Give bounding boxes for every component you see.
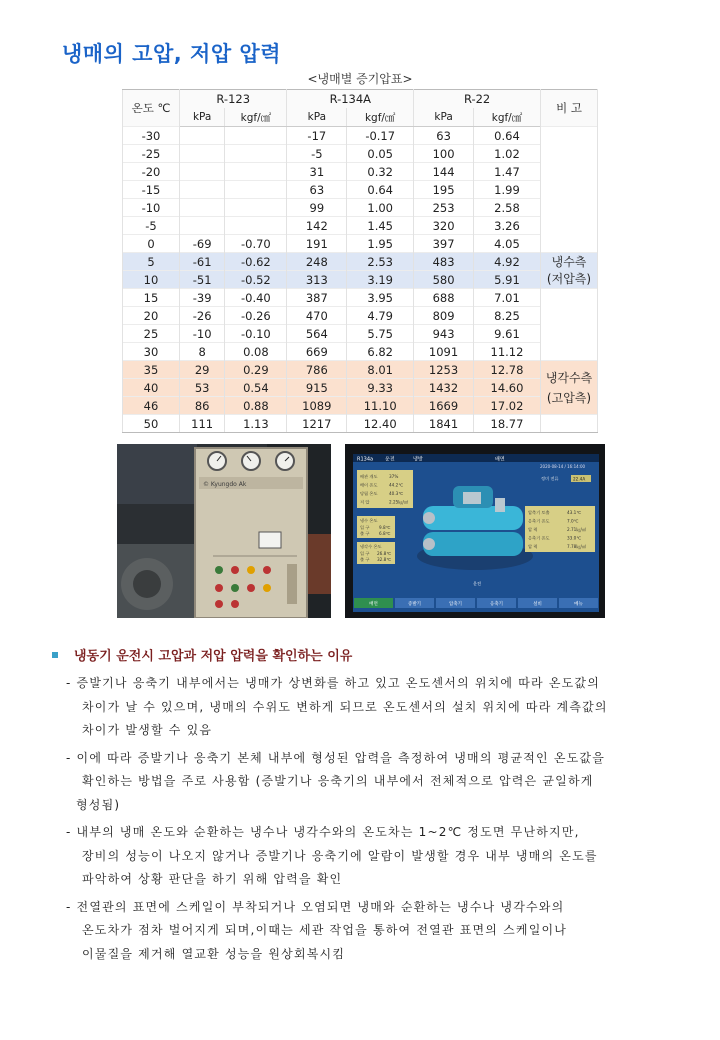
- cooling-water-in-value: 26.8℃: [377, 551, 392, 556]
- pressure-cell: -0.17: [347, 127, 414, 145]
- pressure-cell: 195: [414, 181, 474, 199]
- temperature-cell: 50: [123, 415, 180, 433]
- table-row: [123, 181, 598, 199]
- pressure-cell: 31: [287, 163, 347, 181]
- temperature-cell: -10: [123, 199, 180, 217]
- screen-tab-cool: 냉방: [413, 456, 423, 463]
- pressure-cell: 1841: [414, 415, 474, 433]
- unit-header: kPa: [287, 108, 347, 127]
- pressure-cell: 1.02: [473, 145, 540, 163]
- table-row: [123, 199, 598, 217]
- screen-right-label: 응축기 온도: [528, 518, 550, 524]
- pressure-cell: 2.58: [473, 199, 540, 217]
- screen-stat-label: 저 압: [360, 499, 370, 505]
- pressure-cell: 17.02: [473, 397, 540, 415]
- cooling-water-title: 냉각수 온도: [360, 544, 382, 549]
- temperature-cell: -15: [123, 181, 180, 199]
- cooling-water-out-label: 출 구: [360, 557, 370, 562]
- screen-load-value: 22.4A: [573, 476, 586, 482]
- control-panel-illustration: [117, 444, 331, 618]
- pressure-cell: 111: [180, 415, 225, 433]
- pressure-cell: 2.53: [347, 253, 414, 271]
- screen-right-value: 7.78㎏/㎠: [567, 544, 587, 549]
- pressure-cell: 5.75: [347, 325, 414, 343]
- pressure-cell: -0.62: [225, 253, 287, 271]
- paragraph-line: 파악하여 상황 판단을 하기 위해 압력을 확인: [82, 872, 343, 886]
- pressure-cell: 0.64: [347, 181, 414, 199]
- temperature-cell: 0: [123, 235, 180, 253]
- pressure-cell: 248: [287, 253, 347, 271]
- table-row: [123, 379, 598, 397]
- pressure-cell: -0.70: [225, 235, 287, 253]
- temperature-cell: 40: [123, 379, 180, 397]
- table-row: [123, 343, 598, 361]
- screen-tab-run: 운전: [385, 456, 395, 463]
- temperature-cell: -25: [123, 145, 180, 163]
- pressure-cell: [180, 199, 225, 217]
- screen-right-value: 2.71㎏/㎠: [567, 527, 587, 532]
- screen-right-label: 압축기 토출: [528, 510, 550, 515]
- screen-nav-label: 증발기: [407, 602, 422, 607]
- pressure-cell: 86: [180, 397, 225, 415]
- section-heading-text: 냉동기 운전시 고압과 저압 압력을 확인하는 이유: [74, 649, 353, 664]
- screen-datetime: 2020-08-14 / 16:14:00: [540, 464, 586, 469]
- pressure-cell: 564: [287, 325, 347, 343]
- screen-right-value: 43.1℃: [567, 510, 582, 515]
- pressure-cell: 0.08: [225, 343, 287, 361]
- pressure-cell: 786: [287, 361, 347, 379]
- pressure-cell: 12.78: [473, 361, 540, 379]
- pressure-cell: 915: [287, 379, 347, 397]
- pressure-cell: 809: [414, 307, 474, 325]
- cooling-water-out-value: 32.8℃: [377, 557, 392, 562]
- pressure-cell: 8.25: [473, 307, 540, 325]
- table-row: [123, 253, 598, 271]
- pressure-cell: 1.99: [473, 181, 540, 199]
- paragraph-first-line: - 전열관의 표면에 스케일이 부착되거나 오염되면 냉매와 순환하는 냉수나 냉각수와의: [66, 899, 565, 914]
- screen-stat-value: 2.25㎏/㎠: [389, 499, 409, 505]
- pressure-cell: 483: [414, 253, 474, 271]
- note-high-line2: (고압측): [546, 390, 592, 405]
- pressure-cell: -26: [180, 307, 225, 325]
- temperature-cell: 30: [123, 343, 180, 361]
- pressure-cell: -61: [180, 253, 225, 271]
- pressure-cell: 0.32: [347, 163, 414, 181]
- table-row: [123, 235, 598, 253]
- chilled-water-in-label: 입 구: [360, 525, 370, 530]
- screen-right-label: 압 력: [528, 527, 538, 532]
- pressure-cell: -0.26: [225, 307, 287, 325]
- pressure-cell: 4.79: [347, 307, 414, 325]
- pressure-cell: [180, 145, 225, 163]
- bullet-square-icon: [52, 652, 58, 658]
- pressure-cell: 4.92: [473, 253, 540, 271]
- pressure-cell: 9.61: [473, 325, 540, 343]
- pressure-cell: 12.40: [347, 415, 414, 433]
- header-r22: R-22: [414, 90, 541, 109]
- pressure-cell: 191: [287, 235, 347, 253]
- screen-status-block: [357, 470, 413, 508]
- pressure-cell: 253: [414, 199, 474, 217]
- table-row: [123, 325, 598, 343]
- pressure-cell: 1432: [414, 379, 474, 397]
- pressure-cell: [180, 163, 225, 181]
- temperature-cell: 20: [123, 307, 180, 325]
- table-row: [123, 307, 598, 325]
- paragraph-line: 장비의 성능이 나오지 않거나 증발기나 응축기에 알람이 발생할 경우 내부 냉매의 온도를: [82, 848, 598, 863]
- temperature-cell: -30: [123, 127, 180, 145]
- table-row: [123, 127, 598, 145]
- screen-tab-heat: 배면: [495, 456, 505, 463]
- chilled-water-out-label: 출 구: [360, 531, 370, 536]
- cooling-water-in-label: 입 구: [360, 551, 370, 556]
- pressure-cell: -0.10: [225, 325, 287, 343]
- pressure-cell: -39: [180, 289, 225, 307]
- pressure-cell: 1217: [287, 415, 347, 433]
- screen-stat-value: 44.2℃: [389, 482, 404, 488]
- pressure-cell: 142: [287, 217, 347, 235]
- pressure-cell: 11.12: [473, 343, 540, 361]
- run-label: 운전: [473, 581, 482, 586]
- pressure-cell: 1.47: [473, 163, 540, 181]
- pressure-cell: 688: [414, 289, 474, 307]
- screen-load-label: 정미 전류: [541, 476, 559, 481]
- pressure-cell: [225, 181, 287, 199]
- table-row: [123, 397, 598, 415]
- pressure-cell: 18.77: [473, 415, 540, 433]
- pressure-cell: 3.26: [473, 217, 540, 235]
- paragraph-first-line: - 증발기나 응축기 내부에서는 냉매가 상변화를 하고 있고 온도센서의 위치에 따라 온도값의: [66, 676, 600, 690]
- note-low-line1: 냉수측: [551, 254, 587, 269]
- pressure-cell: 669: [287, 343, 347, 361]
- unit-header: kPa: [180, 108, 225, 127]
- header-temperature: 온도 ℃: [123, 90, 180, 127]
- note-cell: [541, 127, 598, 253]
- page-title: 냉매의 고압, 저압 압력: [62, 42, 281, 66]
- screen-stat-value: 40.3℃: [389, 491, 404, 496]
- pressure-cell: 0.29: [225, 361, 287, 379]
- pressure-cell: -51: [180, 271, 225, 289]
- section-heading: [52, 645, 352, 664]
- temperature-cell: 10: [123, 271, 180, 289]
- table-row: [123, 163, 598, 181]
- pressure-cell: 11.10: [347, 397, 414, 415]
- paragraph-line: 차이가 발생할 수 있음: [82, 723, 213, 737]
- pressure-cell: 0.05: [347, 145, 414, 163]
- paragraph-line: 차이가 날 수 있으며, 냉매의 수위도 변하게 되므로 온도센서의 설치 위치에 따라 계측값의: [82, 699, 608, 714]
- pressure-cell: 387: [287, 289, 347, 307]
- pressure-cell: 14.60: [473, 379, 540, 397]
- chilled-water-title: 냉수 온도: [360, 518, 378, 523]
- unit-header: kgf/㎠: [225, 108, 287, 127]
- control-panel-photo: [117, 444, 331, 618]
- paragraph-line: 이물질을 제거해 열교환 성능을 원상회복시킴: [82, 946, 346, 961]
- pressure-cell: [180, 181, 225, 199]
- pressure-cell: -10: [180, 325, 225, 343]
- pressure-cell: -0.52: [225, 271, 287, 289]
- paragraph-line: 온도차가 점차 벌어지게 되며,이때는 세관 작업을 통하여 전열관 표면의 스케일이나: [82, 923, 568, 937]
- screen-right-value: 7.0℃: [567, 518, 579, 524]
- pressure-cell: 0.88: [225, 397, 287, 415]
- pressure-cell: 943: [414, 325, 474, 343]
- table-row: [123, 415, 598, 433]
- screen-nav-label: 응축기: [489, 602, 504, 607]
- header-r134a: R-134A: [287, 90, 414, 109]
- note-high-line1: 냉각수측: [545, 370, 593, 385]
- paragraph-first-line: - 이에 따라 증발기나 응축기 본체 내부에 형성된 압력을 측정하여 냉매의 평균적인 온도값을: [66, 750, 606, 765]
- nameplate-text: © Kyungdo Ak: [203, 481, 247, 488]
- pressure-cell: 580: [414, 271, 474, 289]
- pressure-cell: 53: [180, 379, 225, 397]
- body-paragraphs: [66, 672, 676, 966]
- table-row: [123, 145, 598, 163]
- pressure-cell: [225, 217, 287, 235]
- pressure-cell: -0.40: [225, 289, 287, 307]
- pressure-cell: 1253: [414, 361, 474, 379]
- pressure-cell: 144: [414, 163, 474, 181]
- pressure-cell: -17: [287, 127, 347, 145]
- temperature-cell: -20: [123, 163, 180, 181]
- pressure-cell: 320: [414, 217, 474, 235]
- chilled-water-in-value: 9.8℃: [379, 525, 391, 530]
- pressure-cell: 7.01: [473, 289, 540, 307]
- pressure-cell: 397: [414, 235, 474, 253]
- pressure-cell: 6.82: [347, 343, 414, 361]
- note-high-pressure: [541, 361, 598, 415]
- pressure-cell: 4.05: [473, 235, 540, 253]
- temperature-cell: 5: [123, 253, 180, 271]
- note-cell: [541, 289, 598, 361]
- table-caption: <냉매별 증기압표>: [307, 72, 413, 86]
- paragraph-first-line: - 내부의 냉매 온도와 순환하는 냉수나 냉각수와의 온도차는 1~2℃ 정도면 무난하지만,: [66, 825, 580, 839]
- pressure-cell: 1.45: [347, 217, 414, 235]
- pressure-cell: 99: [287, 199, 347, 217]
- pressure-cell: 470: [287, 307, 347, 325]
- table-body: [123, 127, 598, 433]
- screen-stat-value: 37%: [389, 474, 399, 479]
- unit-header: kgf/㎠: [473, 108, 540, 127]
- header-note: 비 고: [541, 90, 598, 127]
- chilled-water-out-value: 6.8℃: [379, 531, 391, 536]
- screen-nav-label: 설비: [533, 602, 542, 607]
- pressure-cell: [180, 127, 225, 145]
- pressure-cell: 0.64: [473, 127, 540, 145]
- header-r123: R-123: [180, 90, 287, 109]
- pressure-cell: 3.19: [347, 271, 414, 289]
- unit-header: kgf/㎠: [347, 108, 414, 127]
- pressure-cell: 5.91: [473, 271, 540, 289]
- screen-stat-label: 배관 개도: [360, 474, 378, 479]
- screen-right-label: 압 력: [528, 544, 538, 549]
- monitor-screen-illustration: [345, 444, 605, 618]
- pressure-cell: -5: [287, 145, 347, 163]
- screen-tab-refrigerant: R134a: [357, 456, 374, 463]
- pressure-cell: 8.01: [347, 361, 414, 379]
- screen-stat-label: 당립 온도: [360, 491, 378, 496]
- pressure-cell: 8: [180, 343, 225, 361]
- pressure-cell: [225, 163, 287, 181]
- screen-right-label: 응축기 온도: [528, 535, 550, 541]
- note-low-line2: (저압측): [546, 271, 592, 286]
- pressure-cell: 313: [287, 271, 347, 289]
- pressure-cell: 1089: [287, 397, 347, 415]
- table-row: [123, 217, 598, 235]
- pressure-cell: 1.00: [347, 199, 414, 217]
- pressure-cell: 63: [287, 181, 347, 199]
- table-row: [123, 271, 598, 289]
- pressure-cell: 1669: [414, 397, 474, 415]
- temperature-cell: 46: [123, 397, 180, 415]
- pressure-cell: 3.95: [347, 289, 414, 307]
- unit-header: kPa: [414, 108, 474, 127]
- pressure-cell: [225, 127, 287, 145]
- screen-stat-label: 배이 온도: [360, 482, 378, 488]
- note-low-pressure: [541, 253, 598, 289]
- screen-nav-label: 메뉴: [574, 602, 583, 607]
- pressure-cell: -69: [180, 235, 225, 253]
- pressure-cell: 100: [414, 145, 474, 163]
- vapor-pressure-table: [122, 89, 598, 433]
- screen-nav-label: 배면: [369, 602, 378, 607]
- temperature-cell: 35: [123, 361, 180, 379]
- pressure-cell: 1091: [414, 343, 474, 361]
- temperature-cell: 15: [123, 289, 180, 307]
- pressure-cell: 9.33: [347, 379, 414, 397]
- pressure-cell: 0.54: [225, 379, 287, 397]
- note-cell: [541, 415, 598, 433]
- pressure-cell: 63: [414, 127, 474, 145]
- screen-nav-label: 압축기: [448, 602, 463, 607]
- paragraph-line: 형성됨): [76, 797, 121, 812]
- pressure-cell: [180, 217, 225, 235]
- table-row: [123, 289, 598, 307]
- pressure-cell: 29: [180, 361, 225, 379]
- temperature-cell: -5: [123, 217, 180, 235]
- monitor-screen-photo: [345, 444, 605, 618]
- pressure-cell: [225, 199, 287, 217]
- pressure-cell: [225, 145, 287, 163]
- temperature-cell: 25: [123, 325, 180, 343]
- pressure-cell: 1.95: [347, 235, 414, 253]
- paragraph-line: 확인하는 방법을 주로 사용함 (증발기나 응축기의 내부에서 전체적으로 압력은 균일하게: [82, 774, 594, 788]
- table-row: [123, 361, 598, 379]
- pressure-cell: 1.13: [225, 415, 287, 433]
- screen-right-value: 33.0℃: [567, 535, 582, 541]
